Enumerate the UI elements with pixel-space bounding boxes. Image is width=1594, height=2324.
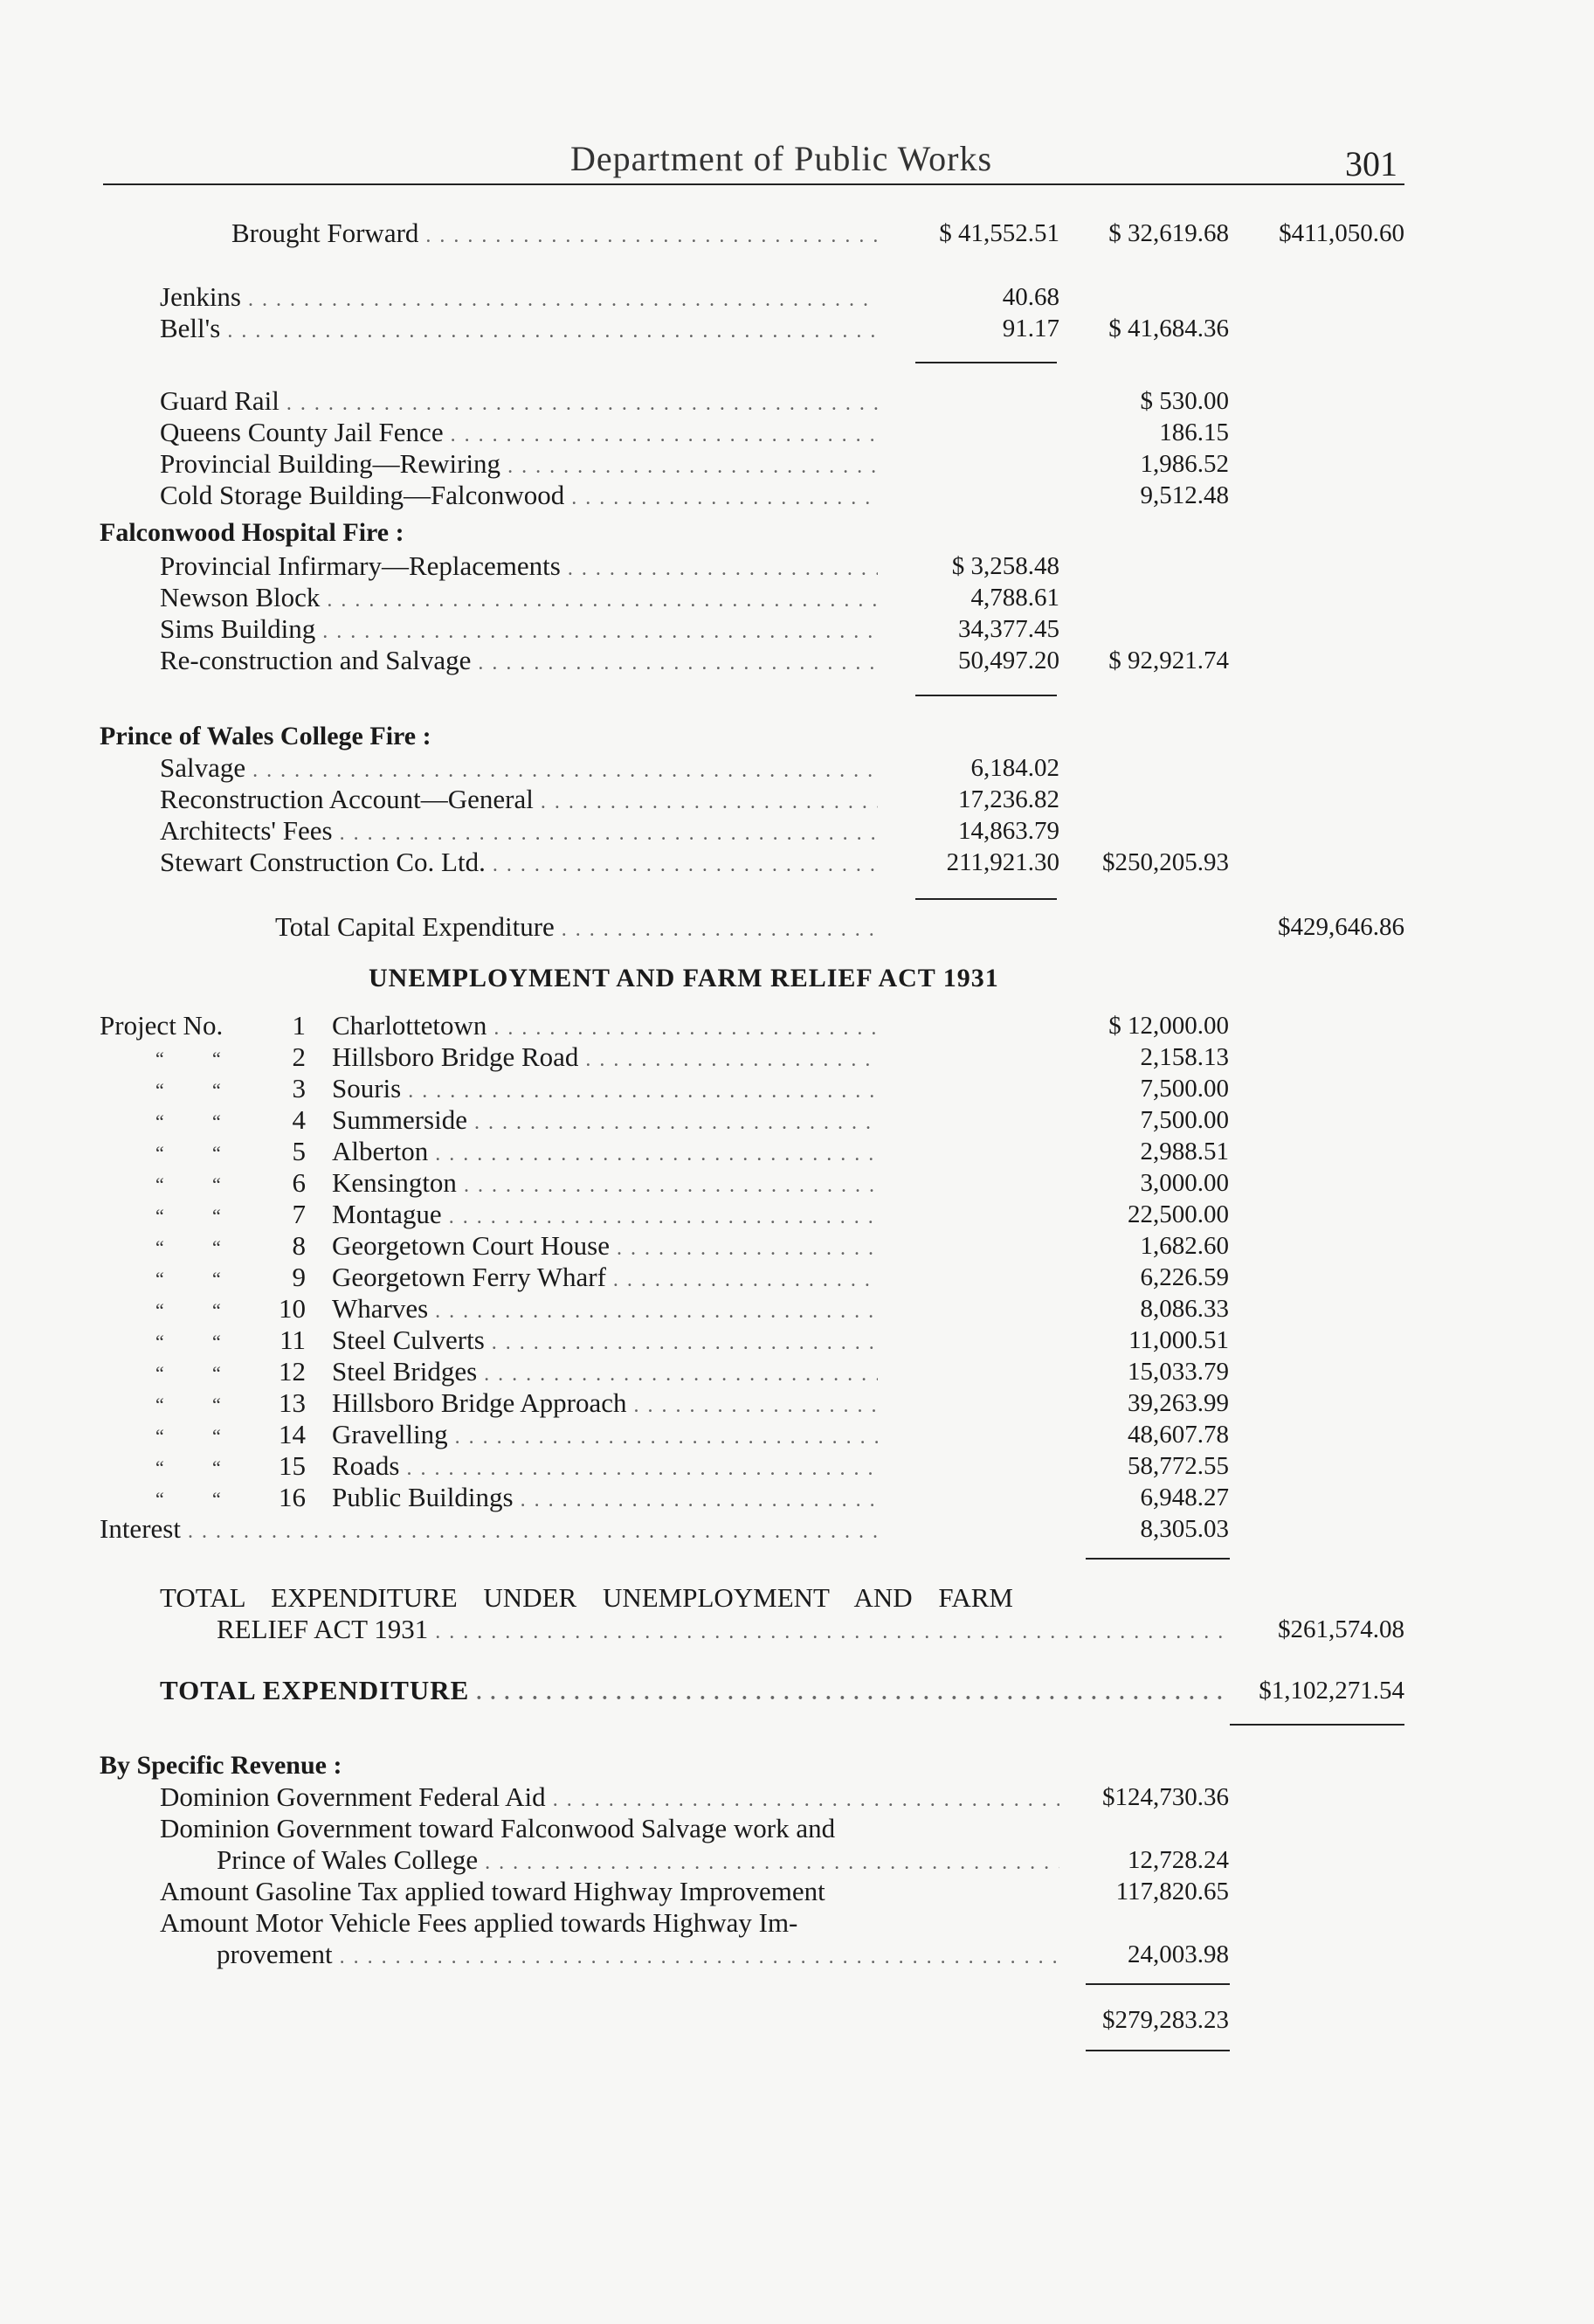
project-number: 2 bbox=[292, 1041, 306, 1072]
col1-amount: 40.68 bbox=[1002, 283, 1059, 311]
line-item bbox=[0, 1845, 1594, 1875]
ditto-mark: “ bbox=[212, 1394, 221, 1415]
project-number: 12 bbox=[279, 1356, 306, 1387]
total-rule bbox=[1086, 2050, 1230, 2051]
project-amount: 2,158.13 bbox=[1140, 1043, 1229, 1071]
section-heading: Prince of Wales College Fire : bbox=[100, 722, 431, 750]
project-name: Wharves . . . bbox=[332, 1294, 878, 1326]
row-label: TOTAL EXPENDITURE UNDER UNEMPLOYMENT AND FARM bbox=[160, 1583, 1013, 1613]
ditto-mark: “ bbox=[155, 1394, 164, 1415]
col2-amount: 12,728.24 bbox=[1128, 1846, 1229, 1874]
col1-amount: 211,921.30 bbox=[946, 848, 1059, 876]
row-label: Newson Block . . . bbox=[160, 583, 878, 615]
ditto-mark: “ bbox=[155, 1331, 164, 1352]
col3-amount: $429,646.86 bbox=[1278, 913, 1404, 941]
ditto-mark: “ bbox=[212, 1362, 221, 1384]
col1-amount: 14,863.79 bbox=[958, 817, 1059, 845]
project-row bbox=[0, 1388, 1594, 1418]
section-heading: Falconwood Hospital Fire : bbox=[100, 518, 404, 547]
project-amount: 22,500.00 bbox=[1128, 1200, 1229, 1228]
row-label: Provincial Building—Rewiring . . . bbox=[160, 449, 878, 481]
project-amount: $ 12,000.00 bbox=[1108, 1012, 1229, 1040]
ditto-mark: “ bbox=[155, 1236, 164, 1258]
subtotal-rule bbox=[1086, 1983, 1230, 1985]
col3-amount: $261,574.08 bbox=[1278, 1615, 1404, 1643]
row-label: provement . . . bbox=[217, 1940, 1059, 1972]
project-name: Summerside . . . bbox=[332, 1105, 878, 1138]
col2-amount: 9,512.48 bbox=[1140, 481, 1229, 509]
project-amount: 8,086.33 bbox=[1140, 1295, 1229, 1323]
unemployment-total-line2 bbox=[0, 1615, 1594, 1644]
row-label: Guard Rail . . . bbox=[160, 386, 878, 418]
project-row bbox=[0, 1137, 1594, 1166]
ditto-mark: “ bbox=[212, 1048, 221, 1069]
col2-amount: $ 32,619.68 bbox=[1108, 219, 1229, 247]
line-item bbox=[0, 282, 1594, 312]
line-item bbox=[0, 847, 1594, 877]
project-row bbox=[0, 1262, 1594, 1292]
col3-amount: $411,050.60 bbox=[1279, 219, 1404, 247]
project-name: Kensington . . . bbox=[332, 1168, 878, 1200]
project-number: 10 bbox=[279, 1293, 306, 1324]
line-item bbox=[0, 418, 1594, 447]
col1-amount: 91.17 bbox=[1002, 315, 1059, 342]
project-amount: 39,263.99 bbox=[1128, 1389, 1229, 1417]
project-number: 15 bbox=[279, 1450, 306, 1481]
project-amount: 3,000.00 bbox=[1140, 1169, 1229, 1197]
project-row bbox=[0, 1294, 1594, 1324]
project-row bbox=[0, 1451, 1594, 1481]
col1-amount: $ 3,258.48 bbox=[951, 552, 1059, 580]
line-item bbox=[0, 816, 1594, 846]
project-name: Georgetown Court House . . . bbox=[332, 1231, 878, 1263]
project-row bbox=[0, 1200, 1594, 1229]
project-amount: 6,948.27 bbox=[1140, 1484, 1229, 1511]
row-label: Bell's . . . bbox=[160, 314, 878, 346]
ditto-mark: “ bbox=[155, 1456, 164, 1478]
project-amount: 15,033.79 bbox=[1128, 1358, 1229, 1386]
line-item bbox=[0, 449, 1594, 479]
project-label: Project No. bbox=[100, 1011, 224, 1041]
row-label: Queens County Jail Fence . . . bbox=[160, 418, 878, 450]
ditto-mark: “ bbox=[212, 1488, 221, 1510]
project-amount: 7,500.00 bbox=[1140, 1106, 1229, 1134]
line-item bbox=[0, 1908, 1594, 1938]
col2-amount: $279,283.23 bbox=[1102, 2006, 1229, 2034]
total-expenditure-row bbox=[0, 1676, 1594, 1705]
project-name: Gravelling . . . bbox=[332, 1420, 878, 1452]
col2-amount: 117,820.65 bbox=[1115, 1878, 1229, 1906]
line-item bbox=[0, 1877, 1594, 1906]
ditto-mark: “ bbox=[155, 1205, 164, 1227]
project-row bbox=[0, 1011, 1594, 1041]
ditto-mark: “ bbox=[212, 1299, 221, 1321]
row-label: Dominion Government toward Falconwood Salvage work and bbox=[160, 1814, 836, 1843]
line-item bbox=[0, 614, 1594, 644]
project-row bbox=[0, 1420, 1594, 1449]
row-label: Stewart Construction Co. Ltd. . . . bbox=[160, 847, 878, 880]
ditto-mark: “ bbox=[212, 1205, 221, 1227]
ditto-mark: “ bbox=[155, 1142, 164, 1164]
line-item bbox=[0, 1940, 1594, 1969]
project-number: 3 bbox=[292, 1073, 306, 1103]
row-label: Amount Motor Vehicle Fees applied towards Highway Im- bbox=[160, 1908, 798, 1938]
row-label: Sims Building . . . bbox=[160, 614, 878, 647]
row-label: Total Capital Expenditure . . . bbox=[275, 912, 878, 944]
row-label: TOTAL EXPENDITURE . . . bbox=[160, 1676, 1232, 1708]
brought-forward-row bbox=[0, 218, 1594, 248]
ditto-mark: “ bbox=[212, 1456, 221, 1478]
ditto-mark: “ bbox=[155, 1268, 164, 1290]
col2-amount: $124,730.36 bbox=[1102, 1783, 1229, 1811]
col2-amount: 24,003.98 bbox=[1128, 1940, 1229, 1968]
project-name: Alberton . . . bbox=[332, 1137, 878, 1169]
col2-amount: 186.15 bbox=[1159, 418, 1229, 446]
col2-amount: $250,205.93 bbox=[1102, 848, 1229, 876]
project-row bbox=[0, 1042, 1594, 1072]
ditto-mark: “ bbox=[212, 1268, 221, 1290]
project-row bbox=[0, 1483, 1594, 1512]
project-amount: 11,000.51 bbox=[1128, 1326, 1229, 1354]
col2-amount: 1,986.52 bbox=[1140, 450, 1229, 478]
line-item bbox=[0, 785, 1594, 814]
ditto-mark: “ bbox=[155, 1488, 164, 1510]
project-row bbox=[0, 1231, 1594, 1261]
project-amount: 7,500.00 bbox=[1140, 1075, 1229, 1103]
ditto-mark: “ bbox=[212, 1425, 221, 1447]
row-label: Architects' Fees . . . bbox=[160, 816, 878, 848]
col2-amount: $ 41,684.36 bbox=[1108, 315, 1229, 342]
row-label: Salvage . . . bbox=[160, 753, 878, 785]
row-label: Cold Storage Building—Falconwood . . . bbox=[160, 481, 878, 513]
project-name: Montague . . . bbox=[332, 1200, 878, 1232]
total-capital-row bbox=[0, 912, 1594, 942]
project-row bbox=[0, 1105, 1594, 1135]
project-number: 8 bbox=[292, 1230, 306, 1261]
col1-amount: $ 41,552.51 bbox=[939, 219, 1059, 247]
project-row bbox=[0, 1325, 1594, 1355]
line-item bbox=[0, 386, 1594, 416]
col2-amount: $ 530.00 bbox=[1140, 387, 1229, 415]
project-row bbox=[0, 1074, 1594, 1103]
col2-amount: $ 92,921.74 bbox=[1108, 647, 1229, 674]
line-item bbox=[0, 1814, 1594, 1843]
line-item bbox=[0, 753, 1594, 783]
subtotal-rule bbox=[1086, 1558, 1230, 1560]
line-item bbox=[0, 583, 1594, 612]
ditto-mark: “ bbox=[212, 1110, 221, 1132]
row-label: RELIEF ACT 1931 . . . bbox=[217, 1615, 1232, 1647]
project-name: Charlottetown . . . bbox=[332, 1011, 878, 1043]
row-label: Brought Forward . . . bbox=[231, 218, 878, 251]
project-name: Georgetown Ferry Wharf . . . bbox=[332, 1262, 878, 1295]
project-name: Hillsboro Bridge Approach . . . bbox=[332, 1388, 878, 1421]
header-title: Department of Public Works bbox=[570, 139, 993, 178]
project-row bbox=[0, 1168, 1594, 1198]
row-label: Dominion Government Federal Aid . . . bbox=[160, 1782, 1059, 1815]
project-amount: 58,772.55 bbox=[1128, 1452, 1229, 1480]
subtotal-rule bbox=[915, 898, 1057, 900]
col3-amount: $1,102,271.54 bbox=[1259, 1677, 1404, 1705]
ditto-mark: “ bbox=[155, 1079, 164, 1101]
project-row bbox=[0, 1357, 1594, 1387]
col1-amount: 6,184.02 bbox=[970, 754, 1059, 782]
col1-amount: 4,788.61 bbox=[970, 584, 1059, 612]
col1-amount: 17,236.82 bbox=[958, 785, 1059, 813]
page-header bbox=[103, 131, 1404, 185]
project-number: 7 bbox=[292, 1199, 306, 1229]
ditto-mark: “ bbox=[212, 1331, 221, 1352]
subtotal-rule bbox=[915, 695, 1057, 696]
project-amount: 48,607.78 bbox=[1128, 1421, 1229, 1449]
ditto-mark: “ bbox=[212, 1079, 221, 1101]
project-number: 13 bbox=[279, 1387, 306, 1418]
project-amount: 1,682.60 bbox=[1140, 1232, 1229, 1260]
row-label: Reconstruction Account—General . . . bbox=[160, 785, 878, 817]
project-name: Steel Bridges . . . bbox=[332, 1357, 878, 1389]
row-label: Prince of Wales College . . . bbox=[217, 1845, 1059, 1878]
project-name: Public Buildings . . . bbox=[332, 1483, 878, 1515]
row-label: Amount Gasoline Tax applied toward Highway Improvement bbox=[160, 1877, 825, 1906]
project-number: 16 bbox=[279, 1482, 306, 1512]
ditto-mark: “ bbox=[155, 1299, 164, 1321]
col2-amount: 8,305.03 bbox=[1140, 1515, 1229, 1543]
line-item bbox=[0, 481, 1594, 510]
project-number: 1 bbox=[292, 1010, 306, 1041]
ditto-mark: “ bbox=[155, 1173, 164, 1195]
ditto-mark: “ bbox=[155, 1048, 164, 1069]
ditto-mark: “ bbox=[212, 1142, 221, 1164]
project-amount: 2,988.51 bbox=[1140, 1138, 1229, 1165]
section-heading: By Specific Revenue : bbox=[100, 1751, 342, 1780]
row-label: Provincial Infirmary—Replacements . . . bbox=[160, 551, 878, 584]
ditto-mark: “ bbox=[212, 1236, 221, 1258]
project-number: 11 bbox=[279, 1325, 306, 1355]
project-number: 14 bbox=[279, 1419, 306, 1449]
line-item bbox=[0, 1782, 1594, 1812]
ditto-mark: “ bbox=[155, 1110, 164, 1132]
project-name: Souris . . . bbox=[332, 1074, 878, 1106]
subtotal-rule bbox=[915, 362, 1057, 363]
interest-row bbox=[0, 1514, 1594, 1544]
total-rule bbox=[1230, 1724, 1404, 1726]
col1-amount: 34,377.45 bbox=[958, 615, 1059, 643]
project-number: 5 bbox=[292, 1136, 306, 1166]
project-number: 4 bbox=[292, 1104, 306, 1135]
section-title: UNEMPLOYMENT AND FARM RELIEF ACT 1931 bbox=[369, 964, 999, 993]
line-item bbox=[0, 314, 1594, 343]
project-name: Steel Culverts . . . bbox=[332, 1325, 878, 1358]
page-number: 301 bbox=[1345, 144, 1397, 183]
line-item bbox=[0, 646, 1594, 675]
col1-amount: 50,497.20 bbox=[958, 647, 1059, 674]
line-item bbox=[0, 551, 1594, 581]
project-number: 6 bbox=[292, 1167, 306, 1198]
project-amount: 6,226.59 bbox=[1140, 1263, 1229, 1291]
project-name: Hillsboro Bridge Road . . . bbox=[332, 1042, 878, 1075]
row-label: Re-construction and Salvage . . . bbox=[160, 646, 878, 678]
ditto-mark: “ bbox=[212, 1173, 221, 1195]
project-name: Roads . . . bbox=[332, 1451, 878, 1484]
project-number: 9 bbox=[292, 1262, 306, 1292]
ditto-mark: “ bbox=[155, 1362, 164, 1384]
unemployment-total-line1 bbox=[0, 1583, 1594, 1613]
row-label: Jenkins . . . bbox=[160, 282, 878, 315]
ditto-mark: “ bbox=[155, 1425, 164, 1447]
revenue-total-row bbox=[0, 2005, 1594, 2035]
row-label: Interest . . . bbox=[100, 1514, 878, 1546]
